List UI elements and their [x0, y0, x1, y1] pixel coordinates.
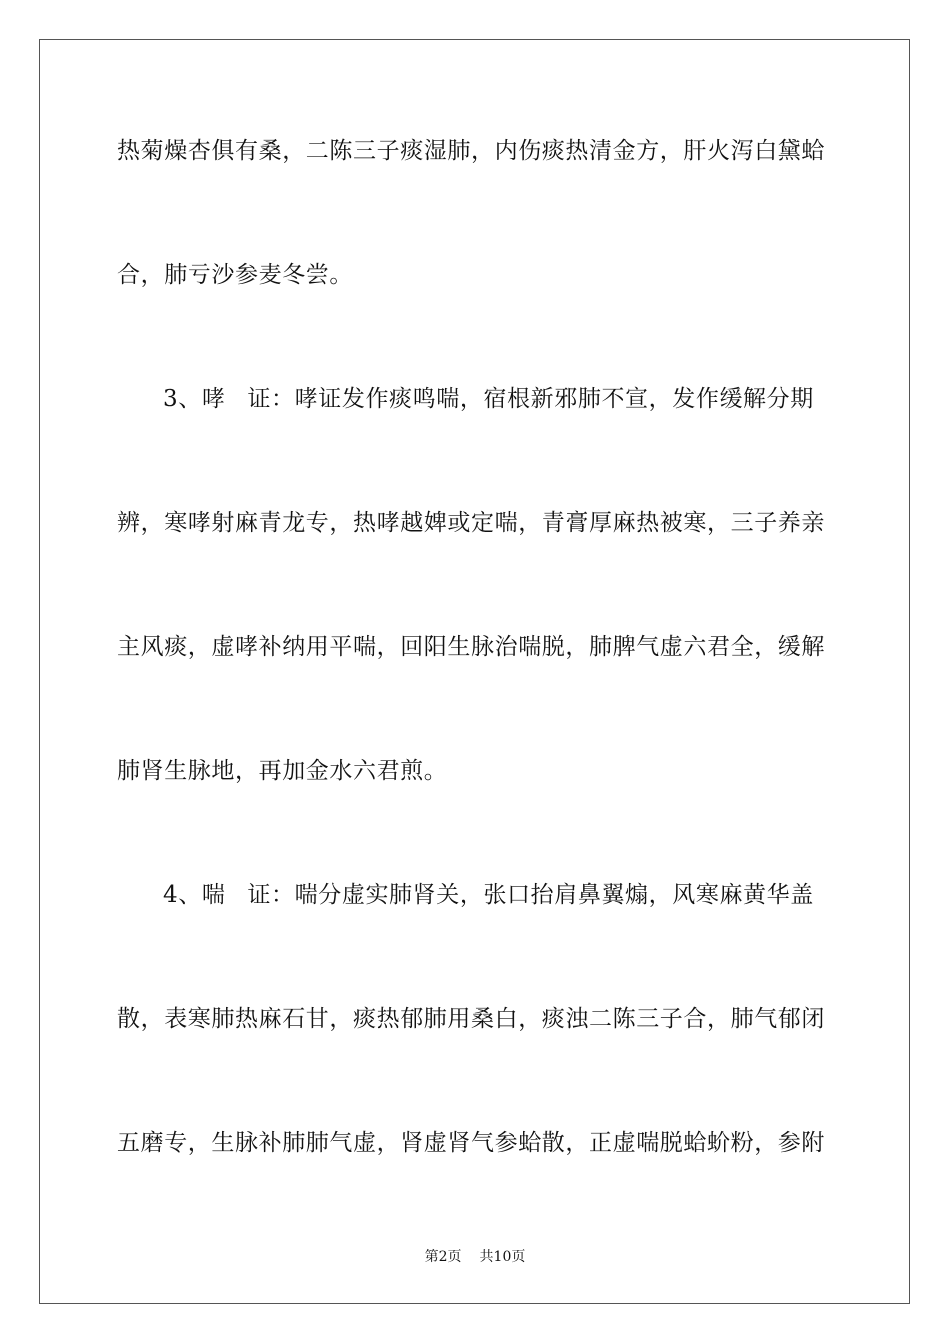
text-line: 五磨专，生脉补肺肺气虚，肾虚肾气参蛤散，正虚喘脱蛤蚧粉，参附 [117, 1130, 825, 1156]
page-frame [39, 39, 910, 1304]
text-line: 辨，寒哮射麻青龙专，热哮越婢或定喘，青膏厚麻热被寒，三子养亲 [117, 510, 825, 536]
section-text: 哮证发作痰鸣喘，宿根新邪肺不宣，发作缓解分期 [294, 386, 814, 412]
text-line: 散，表寒肺热麻石甘，痰热郁肺用桑白，痰浊二陈三子合，肺气郁闭 [117, 1006, 825, 1032]
text-line: 肺肾生脉地，再加金水六君煎。 [117, 758, 448, 784]
section-text: 喘分虚实肺肾关，张口抬肩鼻翼煽，风寒麻黄华盖 [294, 882, 814, 908]
text-line: 主风痰，虚哮补纳用平喘，回阳生脉治喘脱，肺脾气虚六君全，缓解 [117, 634, 825, 660]
page-footer [0, 1248, 950, 1266]
page-total: 共10页 [479, 1249, 526, 1265]
section-number: 4、喘 [163, 882, 226, 908]
page-number: 第2页 [424, 1249, 462, 1265]
section-heading-chuan [163, 880, 879, 910]
section-label: 证： [247, 386, 295, 412]
text-line: 合，肺亏沙参麦冬尝。 [117, 262, 353, 288]
section-label: 证： [247, 882, 295, 908]
section-heading-xiao [163, 384, 879, 414]
text-line: 热菊燥杏俱有桑，二陈三子痰湿肺，内伤痰热清金方，肝火泻白黛蛤 [117, 138, 825, 164]
section-number: 3、哮 [163, 386, 226, 412]
